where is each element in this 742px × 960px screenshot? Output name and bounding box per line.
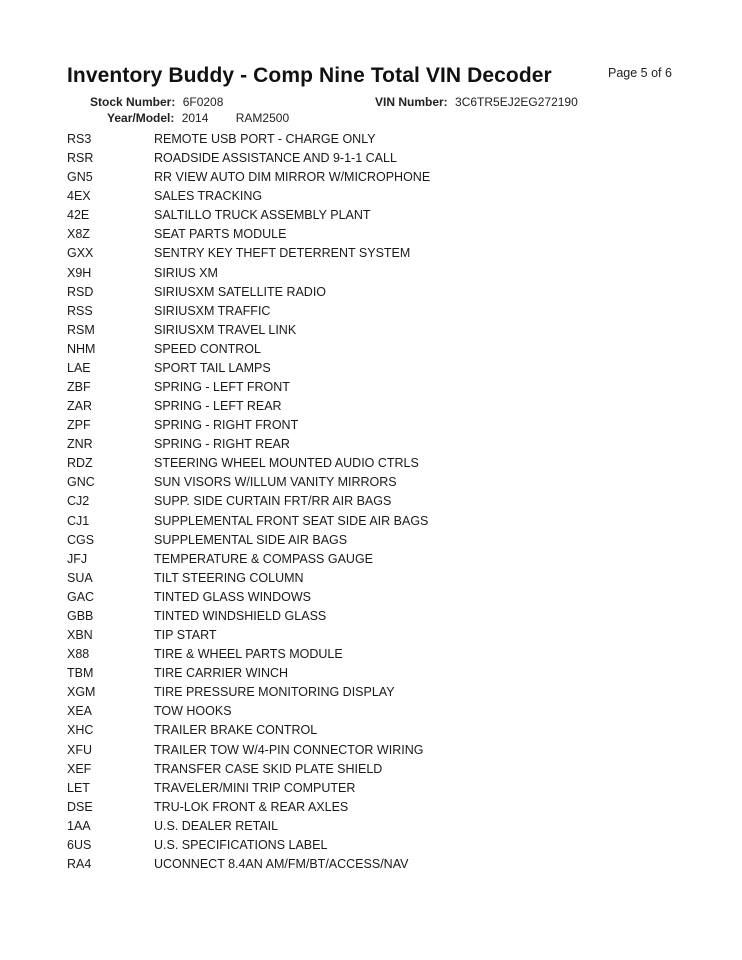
option-row <box>67 435 687 454</box>
year-model-label: Year/Model: <box>107 111 175 125</box>
option-code: X9H <box>67 265 92 280</box>
option-code: 6US <box>67 837 92 852</box>
option-code: NHM <box>67 341 96 356</box>
vin-number-label: VIN Number: <box>375 95 448 109</box>
option-code: GNC <box>67 475 95 490</box>
option-row <box>67 836 687 855</box>
model-value: RAM2500 <box>235 111 290 125</box>
option-row <box>67 626 687 645</box>
option-row <box>67 741 687 760</box>
option-code: RSD <box>67 284 94 299</box>
option-code: CJ1 <box>67 513 90 528</box>
option-code: 42E <box>67 208 90 223</box>
option-code: RDZ <box>67 456 93 471</box>
option-description: ROADSIDE ASSISTANCE AND 9-1-1 CALL <box>154 151 397 166</box>
option-description: TINTED GLASS WINDOWS <box>154 589 311 604</box>
option-code: TBM <box>67 666 94 681</box>
stock-number-field <box>90 95 223 109</box>
option-code: JFJ <box>67 551 88 566</box>
option-description: SPRING - LEFT FRONT <box>154 380 290 395</box>
option-row <box>67 359 687 378</box>
option-code: XBN <box>67 628 93 643</box>
option-description: TRANSFER CASE SKID PLATE SHIELD <box>154 761 383 776</box>
option-row <box>67 855 687 874</box>
option-row <box>67 531 687 550</box>
vin-number-field <box>375 95 578 109</box>
option-code: RSR <box>67 151 94 166</box>
option-description: SIRIUSXM SATELLITE RADIO <box>154 284 327 299</box>
option-description: TIRE PRESSURE MONITORING DISPLAY <box>154 685 395 700</box>
option-description: TRU-LOK FRONT & REAR AXLES <box>154 799 349 814</box>
option-row <box>67 283 687 302</box>
option-description: UCONNECT 8.4AN AM/FM/BT/ACCESS/NAV <box>154 856 409 871</box>
option-row <box>67 473 687 492</box>
year-value: 2014 <box>181 111 209 125</box>
option-row <box>67 378 687 397</box>
option-code: ZPF <box>67 418 91 433</box>
option-description: TRAILER BRAKE CONTROL <box>154 723 318 738</box>
option-row <box>67 168 687 187</box>
option-row <box>67 607 687 626</box>
option-code: X88 <box>67 647 90 662</box>
option-description: SIRIUSXM TRAVEL LINK <box>154 322 297 337</box>
stock-number-label: Stock Number: <box>90 95 176 109</box>
option-row <box>67 702 687 721</box>
option-code: GN5 <box>67 170 93 185</box>
option-code: RS3 <box>67 132 92 146</box>
option-description: SPRING - RIGHT REAR <box>154 437 290 452</box>
option-description: TIRE CARRIER WINCH <box>154 666 289 681</box>
option-description: SUN VISORS W/ILLUM VANITY MIRRORS <box>154 475 397 490</box>
option-code: GXX <box>67 246 94 261</box>
option-code: RA4 <box>67 856 92 871</box>
option-code: GBB <box>67 608 94 623</box>
option-row <box>67 454 687 473</box>
option-description: STEERING WHEEL MOUNTED AUDIO CTRLS <box>154 456 419 471</box>
option-description: SUPP. SIDE CURTAIN FRT/RR AIR BAGS <box>154 494 392 509</box>
option-row <box>67 645 687 664</box>
option-row <box>67 264 687 283</box>
option-description: SEAT PARTS MODULE <box>154 227 287 242</box>
option-description: SENTRY KEY THEFT DETERRENT SYSTEM <box>154 246 411 261</box>
option-description: TRAILER TOW W/4-PIN CONNECTOR WIRING <box>154 742 424 757</box>
option-description: TIRE & WHEEL PARTS MODULE <box>154 647 343 662</box>
option-code: SUA <box>67 570 93 585</box>
option-description: TRAVELER/MINI TRIP COMPUTER <box>154 780 356 795</box>
option-row <box>67 512 687 531</box>
option-row <box>67 492 687 511</box>
option-description: TOW HOOKS <box>154 704 232 719</box>
option-code: ZNR <box>67 437 93 452</box>
option-description: TILT STEERING COLUMN <box>154 570 304 585</box>
option-row <box>67 683 687 702</box>
option-code-list <box>67 130 687 874</box>
option-row <box>67 244 687 263</box>
option-description: SPRING - LEFT REAR <box>154 399 282 414</box>
option-description: SPEED CONTROL <box>154 341 261 356</box>
option-code: ZBF <box>67 380 91 395</box>
option-description: SPORT TAIL LAMPS <box>154 360 271 375</box>
option-code: CJ2 <box>67 494 90 509</box>
stock-number-value: 6F0208 <box>182 95 224 109</box>
option-code: DSE <box>67 799 93 814</box>
year-model-field <box>107 111 289 125</box>
option-row <box>67 569 687 588</box>
option-description: RR VIEW AUTO DIM MIRROR W/MICROPHONE <box>154 170 431 185</box>
option-description: U.S. DEALER RETAIL <box>154 818 279 833</box>
page-number: Page 5 of 6 <box>608 66 672 80</box>
vin-number-value: 3C6TR5EJ2EG272190 <box>455 95 578 109</box>
option-code: ZAR <box>67 399 92 414</box>
option-description: SIRIUS XM <box>154 265 218 280</box>
option-code: RSM <box>67 322 95 337</box>
option-code: LAE <box>67 360 91 375</box>
option-row <box>67 206 687 225</box>
option-row <box>67 321 687 340</box>
option-description: SIRIUSXM TRAFFIC <box>154 303 271 318</box>
option-row <box>67 721 687 740</box>
option-description: SUPPLEMENTAL SIDE AIR BAGS <box>154 532 348 547</box>
option-code: RSS <box>67 303 93 318</box>
option-code: XFU <box>67 742 92 757</box>
option-description: SPRING - RIGHT FRONT <box>154 418 299 433</box>
option-code: XEF <box>67 761 92 776</box>
option-row <box>67 302 687 321</box>
option-row <box>67 779 687 798</box>
option-row <box>67 588 687 607</box>
option-description: U.S. SPECIFICATIONS LABEL <box>154 837 328 852</box>
option-description: SALES TRACKING <box>154 189 263 204</box>
option-row <box>67 798 687 817</box>
option-row <box>67 817 687 836</box>
option-code: XEA <box>67 704 93 719</box>
option-code: X8Z <box>67 227 90 242</box>
option-code: LET <box>67 780 90 795</box>
option-code: CGS <box>67 532 95 547</box>
option-code: GAC <box>67 589 95 604</box>
option-row <box>67 130 687 149</box>
option-description: SALTILLO TRUCK ASSEMBLY PLANT <box>154 208 371 223</box>
option-description: TEMPERATURE & COMPASS GAUGE <box>154 551 374 566</box>
option-code: XHC <box>67 723 94 738</box>
option-description: TINTED WINDSHIELD GLASS <box>154 608 327 623</box>
option-row <box>67 550 687 569</box>
page-title: Inventory Buddy - Comp Nine Total VIN Decoder <box>67 64 552 87</box>
option-row <box>67 149 687 168</box>
option-row <box>67 187 687 206</box>
option-code: 1AA <box>67 818 91 833</box>
option-description: SUPPLEMENTAL FRONT SEAT SIDE AIR BAGS <box>154 513 429 528</box>
option-row <box>67 760 687 779</box>
option-row <box>67 416 687 435</box>
option-row <box>67 340 687 359</box>
option-code: 4EX <box>67 189 91 204</box>
option-code: XGM <box>67 685 96 700</box>
option-description: TIP START <box>154 628 217 643</box>
option-description: REMOTE USB PORT - CHARGE ONLY <box>154 132 376 146</box>
option-row <box>67 225 687 244</box>
option-row <box>67 397 687 416</box>
option-row <box>67 664 687 683</box>
